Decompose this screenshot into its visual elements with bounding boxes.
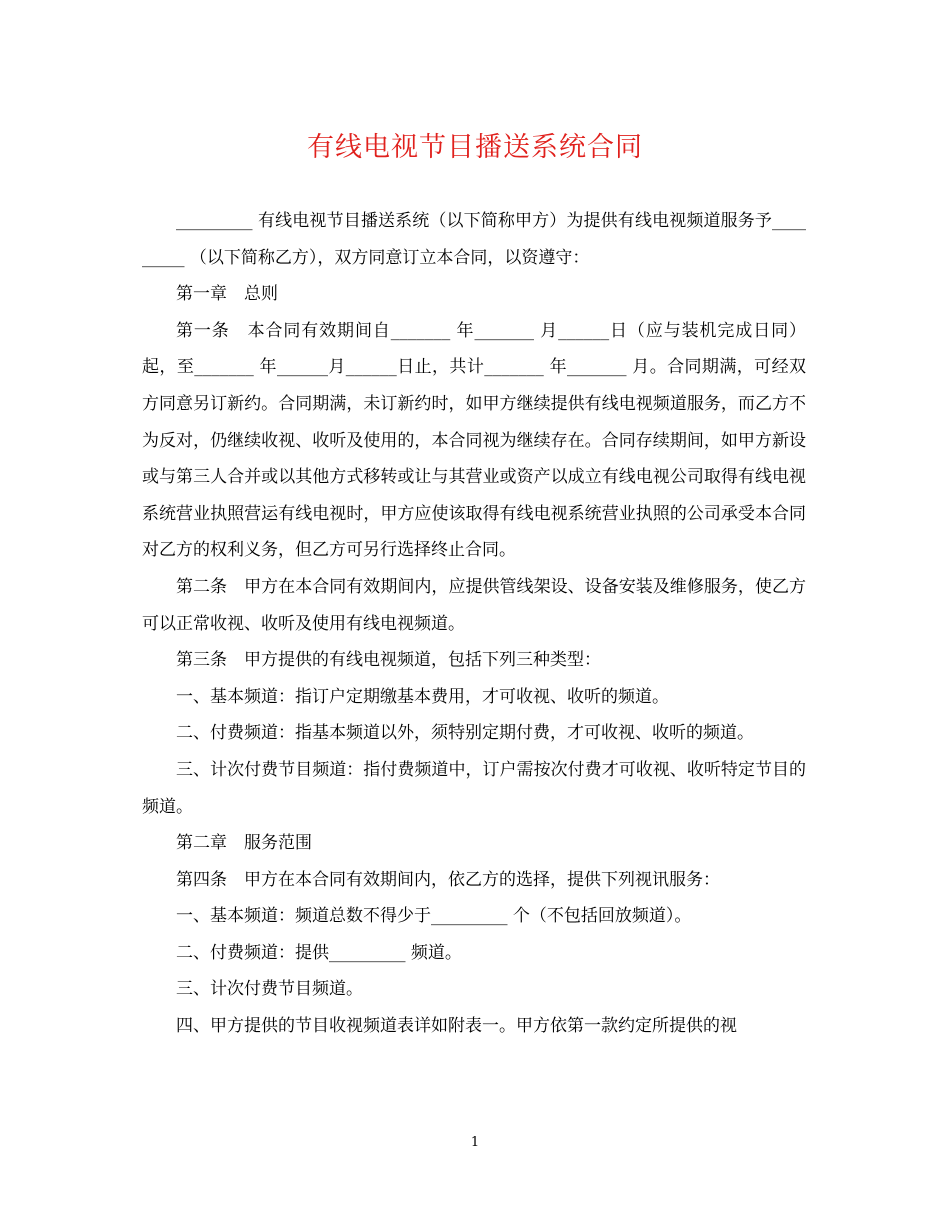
chapter-heading-1: 第一章 总则 [176,284,278,305]
chapter-heading-2: 第二章 服务范围 [176,833,312,854]
article-3-item-3: 三、计次付费节目频道：指付费频道中，订户需按次付费才可收视、收听特定节目的频道。 [142,759,806,817]
article-3-item-1: 一、基本频道：指订户定期缴基本费用，才可收视、收听的频道。 [176,686,669,707]
article-2: 第二条 甲方在本合同有效期间内，应提供管线架设、设备安装及维修服务，使乙方可以正常收视、收听及使用有线电视频道。 [142,576,806,634]
article-4-item-4: 四、甲方提供的节目收视频道表详如附表一。甲方依第一款约定所提供的视 [176,1016,737,1037]
article-3: 第三条 甲方提供的有线电视频道，包括下列三种类型： [176,650,601,671]
article-1: 第一条 本合同有效期间自_______ 年_______ 月______日（应与装机完成日同）起，至_______ 年______月______日止，共计_______ 年_______ 月。合同期满，可经双方同意另订新约。合同期满，未订新约时，如甲方继续提供有线电视频道服务，而乙方不为反对，仍继续收视、收听及使用的，本合同视为继续存在。合同存续期间，如甲方新设或与第三人合并或以其他方式移转或让与其营业或资产以成立有线电视公司取得有线电视系统营业执照营运有线电视时，甲方应使该取得有线电视系统营业执照的公司承受本合同对乙方的权利义务，但乙方可另行选择终止合同。 [142,320,806,561]
article-4: 第四条 甲方在本合同有效期间内，依乙方的选择，提供下列视讯服务： [176,869,720,890]
article-4-item-1: 一、基本频道：频道总数不得少于_________ 个（不包括回放频道）。 [176,906,692,927]
page-number: 1 [470,1135,480,1150]
document-title: 有线电视节目播送系统合同 [307,132,643,163]
article-3-item-2: 二、付费频道：指基本频道以外，须特别定期付费，才可收视、收听的频道。 [176,723,754,744]
article-4-item-3: 三、计次付费节目频道。 [176,979,363,1000]
document-body [142,203,806,1045]
paragraph-intro: _________ 有线电视节目播送系统（以下简称甲方）为提供有线电视频道服务予_________ （以下简称乙方），双方同意订立本合同，以资遵守： [142,211,806,268]
article-4-item-2: 二、付费频道：提供_________ 频道。 [176,942,462,963]
